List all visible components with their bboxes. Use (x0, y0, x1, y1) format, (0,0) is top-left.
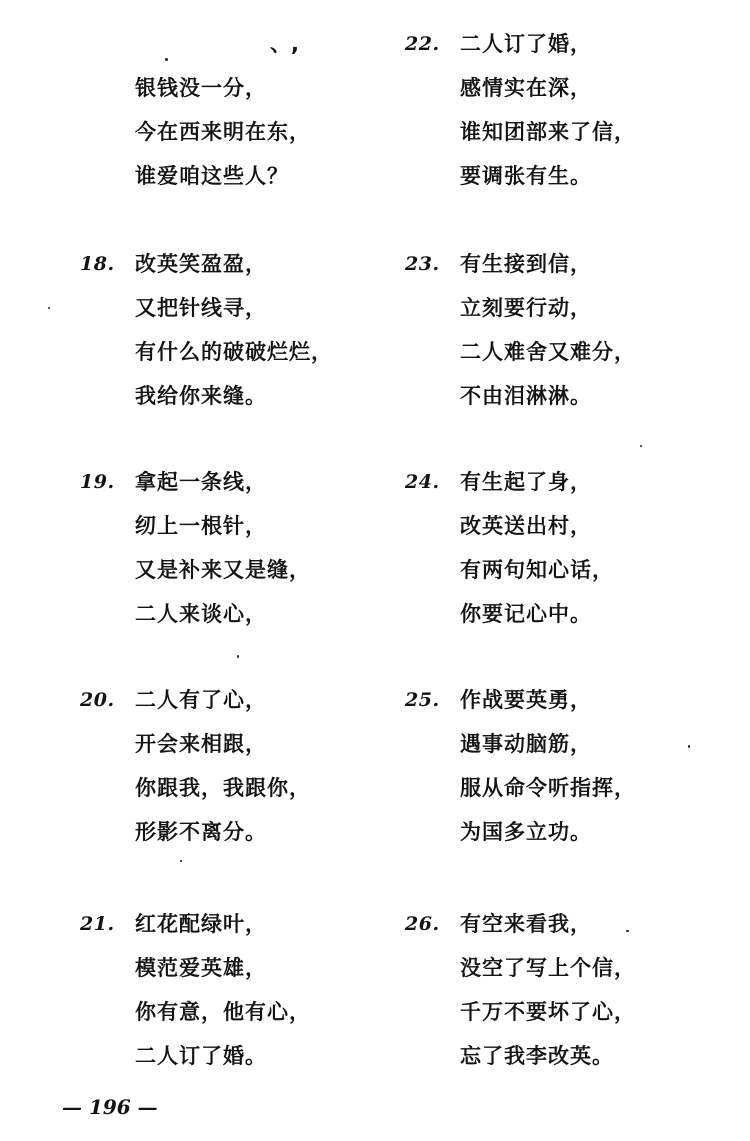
stanza-line: 拿起一条线， (135, 470, 267, 494)
stanza-line: 你有意，他有心， (135, 1000, 311, 1024)
stanza-line: 立刻要行动， (460, 296, 592, 320)
stanza-line: 千万不要坏了心， (460, 1000, 636, 1024)
stanza-line: 不由泪淋淋。 (460, 384, 592, 408)
scan-speck (237, 655, 239, 658)
stanza-line: 形影不离分。 (135, 820, 267, 844)
stanza-number: 21. (80, 913, 115, 935)
stanza-line: 二人订了婚。 (135, 1044, 267, 1068)
stanza-line: 二人有了心， (135, 688, 267, 712)
stanza-line: 忘了我李改英。 (460, 1044, 614, 1068)
stanza-line: 有生起了身， (460, 470, 592, 494)
stanza-number: 25. (405, 689, 440, 711)
stanza-line: 又是补来又是缝， (135, 558, 311, 582)
stanza-line: 二人难舍又难分， (460, 340, 636, 364)
stanza-line: 你跟我，我跟你， (135, 776, 311, 800)
stanza-line: 银钱没一分， (135, 76, 267, 100)
stanza-line: 谁爱咱这些人？ (135, 164, 289, 188)
stanza-line: 有什么的破破烂烂， (135, 340, 333, 364)
scan-speck (640, 445, 642, 447)
stanza-line: 二人来谈心， (135, 602, 267, 626)
stanza-line: 我给你来缝。 (135, 384, 267, 408)
stanza-line: 纫上一根针， (135, 514, 267, 538)
stanza-line: 改英送出村， (460, 514, 592, 538)
stanza-number: 19. (80, 471, 115, 493)
stanza-line: 有空来看我， (460, 912, 592, 936)
stanza-line: 有两句知心话， (460, 558, 614, 582)
stanza-number: 20. (80, 689, 115, 711)
stanza-line: 二人订了婚， (460, 32, 592, 56)
stanza-line: 为国多立功。 (460, 820, 592, 844)
stanza-line: 红花配绿叶， (135, 912, 267, 936)
stanza-fragment: 、, (270, 32, 299, 56)
stanza-number: 22. (405, 33, 440, 55)
scan-speck (626, 930, 629, 932)
stanza-line: 开会来相跟， (135, 732, 267, 756)
page-number: — 196 — (62, 1095, 158, 1119)
stanza-line: 要调张有生。 (460, 164, 592, 188)
stanza-line: 服从命令听指挥， (460, 776, 636, 800)
scan-speck (688, 745, 690, 748)
stanza-number: 26. (405, 913, 440, 935)
stanza-number: 18. (80, 253, 115, 275)
stanza-line: 谁知团部来了信， (460, 120, 636, 144)
stanza-line: 没空了写上个信， (460, 956, 636, 980)
stanza-number: 23. (405, 253, 440, 275)
stanza-line: 感情实在深， (460, 76, 592, 100)
stanza-line: 今在西来明在东， (135, 120, 311, 144)
stanza-number: 24. (405, 471, 440, 493)
stanza-line: 有生接到信， (460, 252, 592, 276)
stanza-line: 你要记心中。 (460, 602, 592, 626)
scan-speck (180, 860, 182, 862)
stanza-line: 作战要英勇， (460, 688, 592, 712)
stanza-line: 改英笑盈盈， (135, 252, 267, 276)
stanza-line: 模范爱英雄， (135, 956, 267, 980)
scan-speck (48, 307, 50, 309)
scan-speck (165, 58, 168, 61)
stanza-line: 遇事动脑筋， (460, 732, 592, 756)
stanza-line: 又把针线寻， (135, 296, 267, 320)
